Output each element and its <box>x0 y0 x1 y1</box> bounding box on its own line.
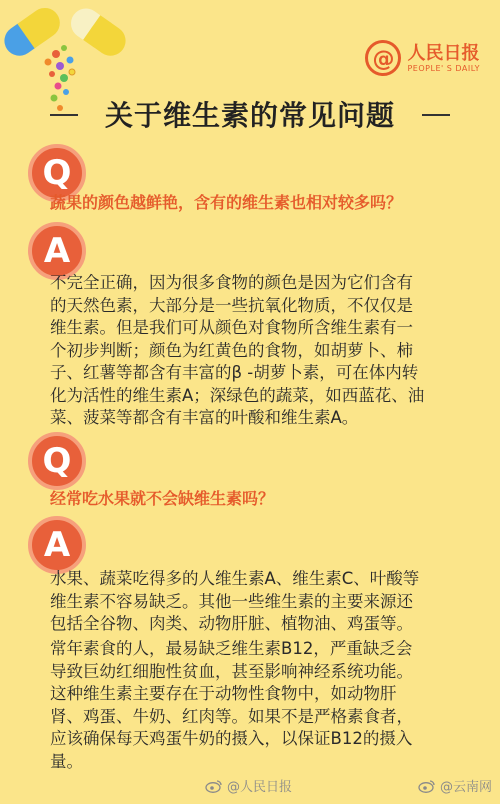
answer-badge-2: A <box>28 516 86 574</box>
answer-line: 个初步判断；颜色为红黄色的食物，如胡萝卜、柿 <box>50 340 413 360</box>
peoples-daily-logo <box>365 40 480 76</box>
answer-line: 这种维生素主要存在于动物性食物中，如动物肝 <box>50 684 397 703</box>
watermark-label: @云南网 <box>440 780 493 795</box>
weibo-icon <box>418 779 436 793</box>
answer-line: 维生素不容易缺乏。其他一些维生素的主要来源还 <box>50 591 413 611</box>
footer <box>0 776 500 800</box>
answer-line: 水果、蔬菜吃得多的人维生素A、维生素C、叶酸等 <box>50 569 420 588</box>
yunnan-watermark <box>418 776 492 795</box>
answer-1-text <box>50 272 486 430</box>
answer-line: 应该确保每天鸡蛋牛奶的摄入，以保证B12的摄入 <box>50 729 413 748</box>
answer-line: 常年素食的人，最易缺乏维生素B12，严重缺乏会 <box>50 639 413 658</box>
question-badge-1: Q <box>28 144 86 202</box>
answer-line: 子、红薯等都含有丰富的β -胡萝卜素，可在体内转 <box>50 363 419 382</box>
answer-line: 量。 <box>50 751 83 771</box>
answer-badge-1: A <box>28 222 86 280</box>
answer-line: 不完全正确，因为很多食物的颜色是因为它们含有 <box>50 273 413 292</box>
weibo-credit <box>205 776 292 795</box>
question-1-text: 蔬果的颜色越鲜艳，含有的维生素也相对较多吗？ <box>50 193 403 212</box>
at-icon: @ <box>365 40 401 76</box>
answer-2-text-continued <box>50 638 486 773</box>
brand-name-en: PEOPLE' S DAILY <box>407 63 480 73</box>
answer-2-text <box>50 568 486 636</box>
answer-line: 菜、菠菜等都含有丰富的叶酸和维生素A。 <box>50 408 359 427</box>
weibo-icon <box>205 779 223 793</box>
answer-line: 维生素。但是我们可从颜色对食物所含维生素有一 <box>50 318 413 337</box>
answer-line: 导致巨幼红细胞性贫血，甚至影响神经系统功能。 <box>50 661 413 681</box>
answer-line: 的天然色素，大部分是一些抗氧化物质，不仅仅是 <box>50 295 413 315</box>
page-title-block <box>50 94 450 134</box>
page-title: 关于维生素的常见问题 <box>104 99 395 132</box>
title-divider-left <box>50 114 78 116</box>
weibo-label: @人民日报 <box>227 780 293 795</box>
answer-line: 化为活性的维生素A；深绿色的蔬菜，如西蓝花、油 <box>50 385 425 405</box>
brand-name-cn: 人民日报 <box>407 42 480 64</box>
question-2-text: 经常吃水果就不会缺维生素吗？ <box>50 489 275 508</box>
question-badge-2: Q <box>28 432 86 490</box>
answer-line: 肾、鸡蛋、牛奶、红肉等。如果不是严格素食者， <box>50 706 413 726</box>
title-divider-right <box>422 114 450 116</box>
answer-line: 包括全谷物、肉类、动物肝脏、植物油、鸡蛋等。 <box>50 614 413 633</box>
